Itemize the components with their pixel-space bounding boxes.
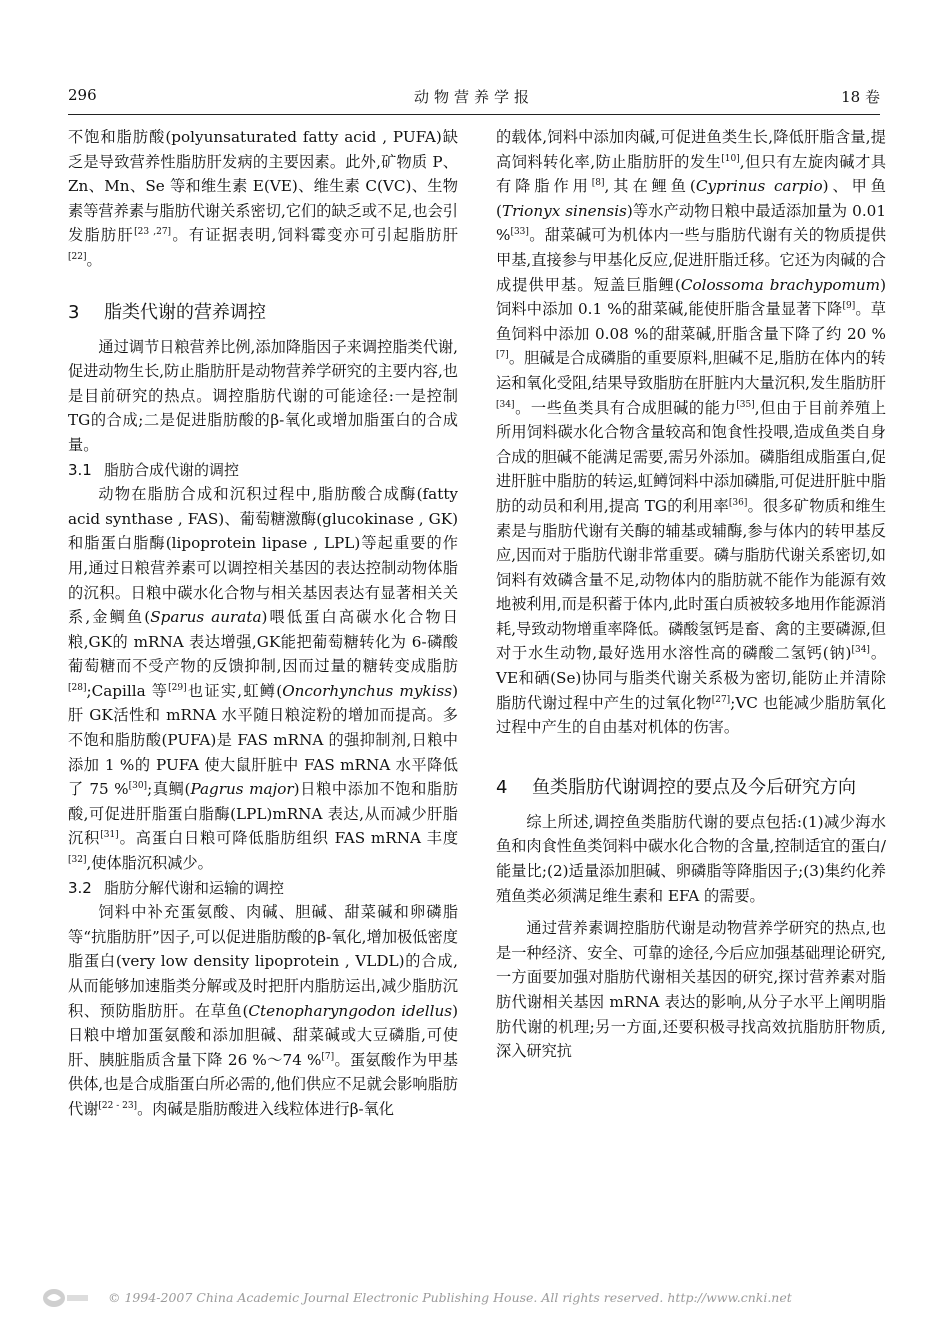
text: 。有证据表明,饲料霉变亦可引起脂肪肝: [171, 226, 459, 245]
citation: [34]: [496, 399, 515, 410]
citation: [27]: [711, 694, 731, 705]
section-title: 鱼类脂肪代谢调控的要点及今后研究方向: [532, 776, 856, 798]
text: 。肉碱是脂肪酸进入线粒体进行β-氧化: [137, 1099, 394, 1118]
text: ,使体脂沉积减少。: [86, 854, 213, 873]
subsection-3-1-paragraph: [68, 482, 458, 876]
subsection-number: 3.1: [68, 460, 92, 479]
citation: [29]: [168, 682, 187, 693]
running-header: [68, 86, 880, 116]
text: )等水产动物日粮中最适添加量为 0.01 %: [496, 201, 886, 245]
species-name: Oncorhynchus mykiss: [282, 681, 453, 700]
citation: [31]: [100, 830, 119, 841]
citation: [36]: [728, 497, 748, 508]
text: ,但只有左旋肉碱才具有降脂作用: [496, 152, 887, 196]
subsection-3-2-paragraph: [68, 900, 458, 1121]
citation: [10]: [721, 153, 740, 164]
section-title: 脂类代谢的营养调控: [104, 301, 266, 323]
citation: [9]: [842, 301, 856, 312]
text: ,但由于目前养殖上所用饲料碳水化合物含量较高和饱食性投喂,造成鱼类自身合成的胆碱不能满足需要,需另外添加。磷脂组成脂蛋白,促进肝脏中脂肪的转运,虹鳟饲料中添加磷脂,可促进肝脏中脂肪的动员和利用,提高 TG的利用率: [496, 398, 887, 515]
page-number: 296: [68, 86, 97, 104]
text: 。: [86, 250, 102, 269]
header-rule: [68, 114, 880, 115]
copyright-notice: © 1994-2007 China Academic Journal Electronic Publishing House. All rights reserved. http://www.cnki.net: [108, 1290, 792, 1305]
section-4-heading: [496, 774, 886, 802]
text: )日粮中添加不饱和脂肪酸,可促进肝脂蛋白脂酶(LPL)mRNA 表达,从而减少肝脂沉积: [68, 780, 459, 848]
section-4-paragraph-1: 综上所述,调控鱼类脂肪代谢的要点包括:(1)减少海水鱼和肉食性鱼类饲料中碳水化合物的含量,控制适宜的蛋白/能量比;(2)适量添加胆碱、卵磷脂等降脂因子;(3)集约化养殖鱼类必须满足维生素和 EFA 的需要。: [496, 812, 886, 905]
right-column: [496, 125, 886, 1064]
section-4-paragraph-2: 通过营养素调控脂肪代谢是动物营养学研究的热点,也是一种经济、安全、可靠的途径,今后应加强基础理论研究,一方面要加强对脂肪代谢相关基因的研究,探讨营养素对脂肪代谢相关基因 mRNA 表达的影响,从分子水平上阐明脂肪代谢的机理;另一方面,还要积极寻找高效抗脂肪肝物质,深入研究抗: [496, 919, 886, 1061]
subsection-number: 3.2: [68, 878, 92, 897]
text: 不饱和脂肪酸(polyunsaturated fatty acid , PUFA)缺乏是导致营养性脂肪肝发病的主要因素。此外,矿物质 P、Zn、Mn、Se 等和维生素 E(VE)、维生素 C(VC)、生物素等营养素与脂肪代谢关系密切,它们的缺乏或不足,也会引发脂肪肝: [68, 128, 458, 245]
species-name: Sparus aurata: [150, 608, 262, 627]
citation: [7]: [321, 1051, 335, 1062]
text: ;真鲷(: [147, 780, 191, 799]
text: 。一些鱼类具有合成胆碱的能力: [514, 398, 737, 417]
citation: [23 ,27]: [134, 227, 172, 238]
text: 动物在脂肪合成和沉积过程中,脂肪酸合成酶(fatty acid synthase , FAS)、葡萄糖激酶(glucokinase , GK)和脂蛋白脂酶(lipoprotein lipase , LPL)等起重要的作用,通过日粮营养素可以调控相关基因的表达控制动物体脂的沉积。日粮中碳水化合物与相关基因表达有显著相关关系,金鲷鱼(: [68, 485, 458, 627]
citation: [22]: [68, 251, 87, 262]
section-number: 4: [496, 776, 508, 798]
text: 。甜菜碱可为机体内一些与脂肪代谢有关的物质提供甲基,直接参与甲基化反应,促进肝脂迁移。它还为肉碱的合成提供甲基。短盖巨脂鲤(: [496, 226, 886, 294]
text: )肝 GK活性和 mRNA 水平随日粮淀粉的增加而提高。多不饱和脂肪酸(PUFA)是 FAS mRNA 的强抑制剂,日粮中添加 1 %的 PUFA 使大鼠肝脏中 FAS mRNA 水平降低了 75 %: [68, 681, 458, 799]
citation: [22 - 23]: [98, 1100, 138, 1111]
volume-label: 18 卷: [841, 88, 880, 106]
subsection-title: 脂肪合成代谢的调控: [104, 460, 240, 479]
subsection-title: 脂肪分解代谢和运输的调控: [104, 878, 285, 897]
left-column: [68, 125, 458, 1122]
citation: [32]: [68, 855, 87, 866]
journal-title: 动物营养学报: [413, 88, 534, 106]
text: 。蛋氨酸作为甲基供体,也是合成脂蛋白所必需的,他们供应不足就会影响脂肪代谢: [68, 1050, 458, 1118]
species-name: Trionyx sinensis: [501, 201, 627, 220]
citation: [8]: [591, 178, 605, 189]
subsection-3-2-heading: [68, 876, 458, 901]
citation: [33]: [510, 227, 529, 238]
footer: [40, 1286, 920, 1316]
species-name: Cyprinus carpio: [695, 177, 823, 196]
species-name: Colossoma brachypomum: [680, 275, 881, 294]
text: ;VC 也能减少脂肪氧化过程中产生的自由基对机体的伤害。: [496, 693, 886, 737]
citation: [28]: [68, 682, 87, 693]
text: ,其在鲤鱼(: [604, 177, 696, 196]
citation: [35]: [736, 399, 755, 410]
citation: [7]: [496, 350, 509, 361]
intro-paragraph: [68, 125, 458, 273]
text: )饲料中添加 0.1 %的甜菜碱,能使肝脂含量显著下降: [496, 275, 886, 319]
text: 。草鱼饲料中添加 0.08 %的甜菜碱,肝脂含量下降了约 20 %: [496, 300, 886, 343]
section-3-heading: [68, 299, 458, 327]
subsection-3-1-heading: [68, 458, 458, 483]
section-number: 3: [68, 301, 80, 323]
species-name: Ctenopharyngodon idellus: [248, 1001, 453, 1020]
text: 。很多矿物质和维生素是与脂肪代谢有关酶的辅基或辅酶,参与体内的转甲基反应,因而对于脂肪代谢非常重要。磷与脂肪代谢关系密切,如饲料有效磷含量不足,动物体内的脂肪就不能作为能源有效地被利用,而是积蓄于体内,此时蛋白质被较多地用作能源消耗,导致动物增重率降低。磷酸氢钙是畜、禽的主要磷源,但对于水生动物,最好选用水溶性高的磷酸二氢钙(钠): [496, 496, 886, 663]
cajpubhouse-logo-icon: [40, 1286, 90, 1310]
text: 。胆碱是合成磷脂的重要原料,胆碱不足,脂肪在体内的转运和氧化受阻,结果导致脂肪在肝脏内大量沉积,发生脂肪肝: [496, 349, 886, 392]
citation: [30]: [128, 781, 148, 792]
text: 也证实,虹鳟(: [186, 681, 283, 700]
text: )、甲鱼(: [496, 177, 886, 220]
text: ;Capilla 等: [86, 681, 169, 700]
text: )日粮中增加蛋氨酸和添加胆碱、甜菜碱或大豆磷脂,可使肝、胰脏脂质含量下降 26 %～74 %: [68, 1001, 458, 1069]
citation: [34]: [851, 645, 870, 656]
species-name: Pagrus major: [190, 780, 294, 799]
text: 的载体,饲料中添加肉碱,可促进鱼类生长,降低肝脂含量,提高饲料转化率,防止脂肪肝的发生: [496, 128, 886, 171]
section-3-paragraph: 通过调节日粮营养比例,添加降脂因子来调控脂类代谢,促进动物生长,防止脂肪肝是动物营养学研究的主要内容,也是目前研究的热点。调控脂肪代谢的可能途径:一是控制 TG的合成;二是促进脂肪酸的β-氧化或增加脂蛋白的合成量。: [68, 337, 458, 454]
text: 饲料中补充蛋氨酸、肉碱、胆碱、甜菜碱和卵磷脂等“抗脂肪肝”因子,可以促进脂肪酸的β-氧化,增加极低密度脂蛋白(very low density lipoprotein , VLDL)的合成,从而能够加速脂类分解或及时把肝内脂肪运出,减少脂肪沉积、预防脂肪肝。在草鱼(: [68, 903, 458, 1020]
text: )喂低蛋白高碳水化合物日粮,GK的 mRNA 表达增强,GK能把葡萄糖转化为 6-磷酸葡萄糖而不受产物的反馈抑制,因而过量的糖转变成脂肪: [68, 608, 458, 676]
text: 。VE和硒(Se)协同与脂类代谢关系极为密切,能防止并清除脂肪代谢过程中产生的过氧化物: [496, 644, 887, 712]
continued-paragraph: [496, 125, 886, 740]
text: 。高蛋白日粮可降低脂肪组织 FAS mRNA 丰度: [118, 829, 459, 848]
